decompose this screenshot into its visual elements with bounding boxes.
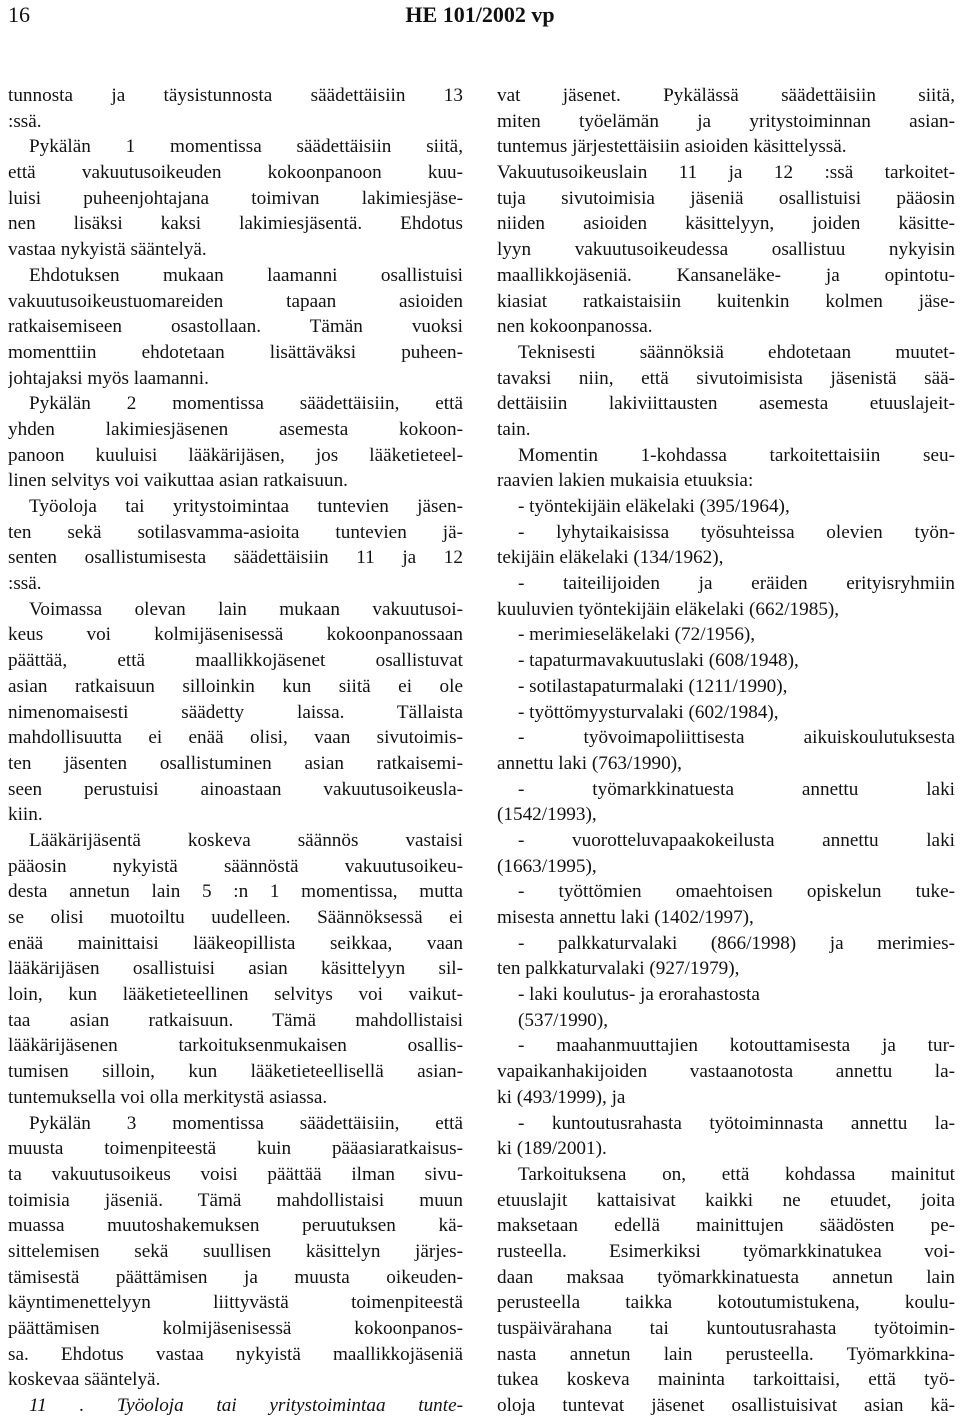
text-line: - työttömien omaehtoisen opiskelun tuke- <box>518 881 955 903</box>
text-line: perusteella taikka kotoutumistukena, koulu- <box>497 1292 955 1314</box>
text-line: (537/1990), <box>518 1009 609 1031</box>
text-line: lääkärijäsenen tarkoituksenmukaisen osallis- <box>8 1035 463 1057</box>
text-line: päättämisen kolmijäsenisessä kokoonpanos- <box>8 1318 463 1339</box>
text-line: etuuslajit kattaisivat kaikki ne etuudet, joita <box>497 1189 955 1211</box>
text-line: tukea koskeva maininta tarkoittaisi, että työ- <box>497 1369 955 1391</box>
text-line: loin, kun lääketieteellinen selvitys voi vaikut- <box>8 984 463 1006</box>
text-line: Voimassa olevan lain mukaan vakuutusoi- <box>29 598 463 620</box>
text-line: pääosin nykyistä säännöstä vakuutusoikeu- <box>8 855 463 877</box>
text-line: panoon kuuluisi lääkärijäsen, jos lääketieteel- <box>8 444 463 466</box>
text-line: Työoloja tai yritystoimintaa tuntevien jäsen- <box>29 496 463 517</box>
text-line: Pykälän 2 momentissa säädettäisiin, että <box>29 393 463 415</box>
text-line: mahdollisuutta ei enää olisi, vaan sivutoimis- <box>8 727 463 749</box>
text-line: Teknisesti säännöksiä ehdotetaan muutet- <box>518 341 955 363</box>
text-line: tuspäivärahana tai kuntoutusrahasta työtoimin- <box>497 1318 955 1339</box>
text-line: Ehdotuksen mukaan laamanni osallistuisi <box>29 264 463 286</box>
text-line: sittelemisen sekä suullisen käsittelyn järjes- <box>8 1240 463 1262</box>
text-line: (1663/1995), <box>497 855 597 877</box>
text-line: kiasiat ratkaistaisiin kuitenkin kolmen jäse- <box>497 290 955 312</box>
text-line: toimisia jäseniä. Tämä mahdollistaisi muun <box>8 1189 463 1211</box>
text-line: tuja sivutoimisia jäseniä osallistuisi pääosin <box>497 187 955 209</box>
text-line: ta vakuutusoikeus voisi päättää ilman sivu- <box>8 1163 463 1185</box>
text-line: rusteella. Esimerkiksi työmarkkinatukea voi- <box>497 1240 955 1262</box>
text-line: - lyhytaikaisissa työsuhteissa olevien työn- <box>518 521 955 543</box>
text-line: - laki koulutus- ja erorahastosta <box>518 984 760 1006</box>
text-line: tämisestä päättämisen ja muusta oikeuden- <box>8 1266 463 1288</box>
text-line: vapaikanhakijoiden vastaanotosta annettu la- <box>497 1061 955 1083</box>
text-line: - maahanmuuttajien kotouttamisesta ja tur- <box>518 1035 955 1057</box>
text-line: (1542/1993), <box>497 804 597 826</box>
text-line: päättää, että maallikkojäsenet osallistuvat <box>8 650 463 672</box>
text-line: vat jäsenet. Pykälässä säädettäisiin siitä, <box>497 85 955 106</box>
text-line: annettu laki (763/1990), <box>497 752 682 774</box>
text-line: tuntemuksella voi olla merkitystä asiassa. <box>8 1086 328 1108</box>
text-line: - tapaturmavakuutuslaki (608/1948), <box>518 650 799 672</box>
text-line: nen kokoonpanossa. <box>497 316 653 338</box>
text-line: johtajaksi myös laamanni. <box>8 367 209 389</box>
text-line: ratkaisemiseen osastollaan. Tämän vuoksi <box>8 316 463 338</box>
text-line: misesta annettu laki (1402/1997), <box>497 907 754 928</box>
text-line: kiin. <box>8 804 43 826</box>
text-line: - työmarkkinatuesta annettu laki <box>518 778 955 800</box>
text-line: taa asian ratkaisuun. Tämä mahdollistaisi <box>8 1009 463 1031</box>
text-line: tuntemus järjestettäisiin asioiden käsittelyssä. <box>497 136 847 158</box>
document-title: HE 101/2002 vp <box>405 2 555 27</box>
text-line: lääkärijäsen osallistuisi asian käsittelyyn sil- <box>8 958 463 980</box>
text-line: keus voi kolmijäsenisessä kokoonpanossaan <box>8 624 463 646</box>
text-line: momenttiin ehdotetaan lisättäväksi puheen- <box>8 341 463 363</box>
text-line: ki (493/1999), ja <box>497 1086 626 1108</box>
text-line: dettäisiin lakiviittausten asemesta etuuslajeit- <box>497 393 955 415</box>
text-line: vakuutusoikeustuomareiden tapaan asioiden <box>8 290 463 312</box>
text-line: muusta toimenpiteestä kuin pääasiaratkaisus- <box>8 1138 463 1160</box>
text-line: oloja tuntevat jäsenet osallistuisivat asian kä- <box>497 1395 955 1417</box>
text-line: asian ratkaisuun silloinkin kun siitä ei ole <box>8 675 463 697</box>
text-line: - palkkaturvalaki (866/1998) ja merimies- <box>518 932 955 954</box>
text-line: desta annetun lain 5 :n 1 momentissa, mutta <box>8 881 463 903</box>
text-line: maallikkojäseniä. Kansaneläke- ja opintotu- <box>497 264 955 286</box>
text-line: se olisi muotoiltu uudelleen. Säännöksessä ei <box>8 907 463 928</box>
text-line: Pykälän 3 momentissa säädettäisiin, että <box>29 1112 463 1134</box>
text-line: - vuorotteluvapaakokeilusta annettu laki <box>518 829 955 851</box>
text-line: :ssä. <box>8 573 42 595</box>
text-line: miten työelämän ja yritystoiminnan asian- <box>497 110 955 132</box>
text-line: Lääkärijäsentä koskeva säännös vastaisi <box>29 829 463 851</box>
text-line: Pykälän 1 momentissa säädettäisiin siitä, <box>29 136 463 158</box>
text-line: nimenomaisesti säädetty laissa. Tällaista <box>8 701 463 723</box>
text-line: nasta annetun lain perusteella. Työmarkkina- <box>497 1343 955 1365</box>
text-line: Tarkoituksena on, että kohdassa mainitut <box>518 1163 955 1185</box>
text-line: että vakuutusoikeuden kokoonpanoon kuu- <box>8 162 463 184</box>
text-line: linen selvitys voi vaikuttaa asian ratkaisuun. <box>8 470 348 492</box>
text-line: :ssä. <box>8 110 42 132</box>
text-line: - sotilastapaturmalaki (1211/1990), <box>518 675 788 697</box>
text-line: ten sekä sotilasvamma-asioita tuntevien jä- <box>8 521 463 543</box>
text-line: sa. Ehdotus vastaa nykyistä maallikkojäseniä <box>8 1343 463 1365</box>
text-line: - kuntoutusrahasta työtoiminnasta annettu la- <box>518 1112 955 1134</box>
text-line: Momentin 1-kohdassa tarkoitettaisiin seu- <box>518 444 955 466</box>
text-line: daan maksaa työmarkkinatuesta annetun lain <box>497 1266 955 1288</box>
text-line: raavien lakien mukaisia etuuksia: <box>497 470 754 492</box>
text-line: luisi puheenjohtajana toimivan lakimiesjäse- <box>8 187 463 209</box>
text-line: niiden asioiden käsittelyyn, joiden käsitte- <box>497 213 955 235</box>
text-line: - taiteilijoiden ja eräiden erityisryhmiin <box>518 573 955 595</box>
text-line: ki (189/2001). <box>497 1138 607 1160</box>
text-line: - työttömyysturvalaki (602/1984), <box>518 701 779 723</box>
text-line: nen lisäksi kaksi lakimiesjäsentä. Ehdotus <box>8 213 463 235</box>
text-line: yhden lakimiesjäsenen asemesta kokoon- <box>8 418 463 440</box>
text-line: tunnosta ja täysistunnosta säädettäisiin 13 <box>8 85 463 106</box>
text-line: muassa muutoshakemuksen peruutuksen kä- <box>8 1215 463 1237</box>
left-text-column <box>8 83 463 1419</box>
text-line: seen perustuisi ainoastaan vakuutusoikeusla- <box>8 778 463 800</box>
text-line: tavaksi niin, että sivutoimisista jäsenistä sää- <box>497 367 955 389</box>
text-line: koskevaa sääntelyä. <box>8 1369 161 1391</box>
text-line: - työvoimapoliittisesta aikuiskoulutuksesta <box>518 727 955 749</box>
text-line: - työntekijäin eläkelaki (395/1964), <box>518 496 790 517</box>
text-line: tekijäin eläkelaki (134/1962), <box>497 547 724 569</box>
text-line: vastaa nykyistä sääntelyä. <box>8 239 207 261</box>
text-line: senten osallistumisesta säädettäisiin 11 ja 12 <box>8 547 463 569</box>
text-line: lyyn vakuutusoikeudessa osallistuu nykyisin <box>497 239 955 261</box>
text-line: tain. <box>497 418 531 440</box>
text-line: ten jäsenten osallistuminen asian ratkaisemi- <box>8 752 463 774</box>
text-line: käyntimenettelyyn liittyvästä toimenpiteestä <box>8 1292 463 1314</box>
text-line: Vakuutusoikeuslain 11 ja 12 :ssä tarkoitet- <box>497 162 955 184</box>
text-line: 11 . Työoloja tai yritystoimintaa tunte- <box>29 1395 463 1417</box>
text-line: enää mainittaisi lääkeopillista seikkaa, vaan <box>8 932 463 954</box>
text-line: maksetaan edellä mainittujen säädösten pe- <box>497 1215 955 1237</box>
right-text-column <box>497 83 955 1419</box>
text-line: tumisen silloin, kun lääketieteellisellä asian- <box>8 1061 463 1083</box>
page-number: 16 <box>8 2 30 27</box>
text-line: kuuluvien työntekijäin eläkelaki (662/1985), <box>497 598 840 620</box>
text-line: ten palkkaturvalaki (927/1979), <box>497 958 740 980</box>
text-line: - merimieseläkelaki (72/1956), <box>518 624 756 646</box>
